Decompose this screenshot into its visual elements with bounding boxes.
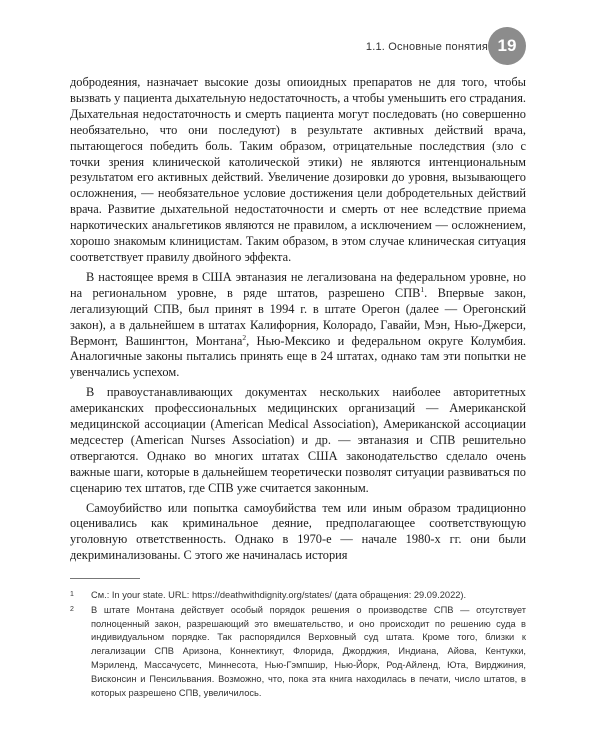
paragraph-2-part-a: В настоящее время в США эвтаназия не легализована на федеральном уровне, но на региональном уровне, в ряде штатов, разрешено СПВ — [70, 269, 526, 300]
footnote-text: В штате Монтана действует особый порядок решения о производстве СПВ — отсутствует полноценный закон, разрешающий это вмешательство, и оно происходит по решению суда в индивидуальном порядке. Так распорядился Верховный суд штата. Кроме того, близки к легализации СПВ Аризона, Коннектикут, Флорида, Джорджия, Индиана, Айова, Кентукки, Мэриленд, Массачусетс, Миннесота, Нью-Гэмпшир, Нью-Йорк, Род-Айленд, Юта, Вирджиния, Висконсин и Пенсильвания. Возможно, что, пока эта книга находилась в печати, число штатов, в которых разрешено СПВ, увеличилось. — [91, 604, 526, 698]
footnote-1 — [70, 589, 526, 603]
body-text — [70, 75, 526, 568]
footnote-number: 2 — [70, 605, 74, 613]
page-number-badge: 19 — [488, 27, 526, 65]
footnote-ref-1[interactable]: 1 — [420, 284, 425, 294]
paragraph-2-part-b: . Впервые закон, легализующий СПВ, был принят в 1994 г. в штате Орегон (далее — Орегонский закон), а в дальнейшем в штатах Калифорния, Колорадо, Гавайи, Мэн, Нью-Джерси, Вермонт, Вашингтон, Монтана — [70, 285, 526, 348]
paragraph-2 — [70, 270, 526, 381]
footnotes — [70, 589, 526, 701]
footnote-2 — [70, 604, 526, 701]
footnote-text: См.: In your state. URL: https://deathwithdignity.org/states/ (дата обращения: 29.09.2022). — [91, 590, 467, 600]
paragraph-1: добродеяния, назначает высокие дозы опиоидных препаратов не для того, чтобы вызвать у пациента дыхательную недостаточность, а чтобы уменьшить его страдания. Дыхательная недостаточность и смерть пациента могут последовать (но совершенно необязательно, что они последуют) в результате активных действий врача, пытающегося победить боль. Таким образом, отрицательные последствия (зло с точки зрения клинической католической этики) не являются интенциональным результатом его активных действий. Увеличение дозировки до уровня, вызывающего осложнения, — необязательное условие достижения цели добродетельных действий врача. Развитие дыхательной недостаточности и смерть от нее вследствие приема наркотических анальгетиков являются не правилом, а исключением — осложнением, хорошо знакомым клиницистам. Таким образом, в этом случае клиническая ситуация соответствует правилу двойного эффекта. — [70, 75, 526, 264]
paragraph-2-part-c: , Нью-Мексико и федеральном округе Колумбия. Аналогичные законы пытались принять еще в 24 штатах, однако там эти попытки не увенчались успехом. — [70, 333, 526, 380]
footnote-number: 1 — [70, 591, 74, 598]
paragraph-4: Самоубийство или попытка самоубийства тем или иным образом традиционно оценивались как криминальное деяние, предполагающее соответствующую уголовную ответственность. Однако в 1970-е — начале 1980-х гг. они были декриминализованы. С этого же начиналась история — [70, 500, 526, 563]
running-header: 1.1. Основные понятия — [365, 41, 488, 53]
footnote-divider — [70, 578, 140, 579]
paragraph-3: В правоустанавливающих документах нескольких наиболее авторитетных американских профессиональных медицинских организаций — Американской медицинской ассоциации (American Medical Association), Американской ассоциации медсестер (American Nurses Association) и др. — эвтаназия и СПВ решительно отвергаются. Однако во многих штатах США законодательство сделало очень важные шаги, которые в дальнейшем теоретически позволят ситуации развиваться по сценарию тех штатов, где СПВ уже считается законным. — [70, 385, 526, 495]
footnote-ref-2[interactable]: 2 — [242, 332, 247, 342]
